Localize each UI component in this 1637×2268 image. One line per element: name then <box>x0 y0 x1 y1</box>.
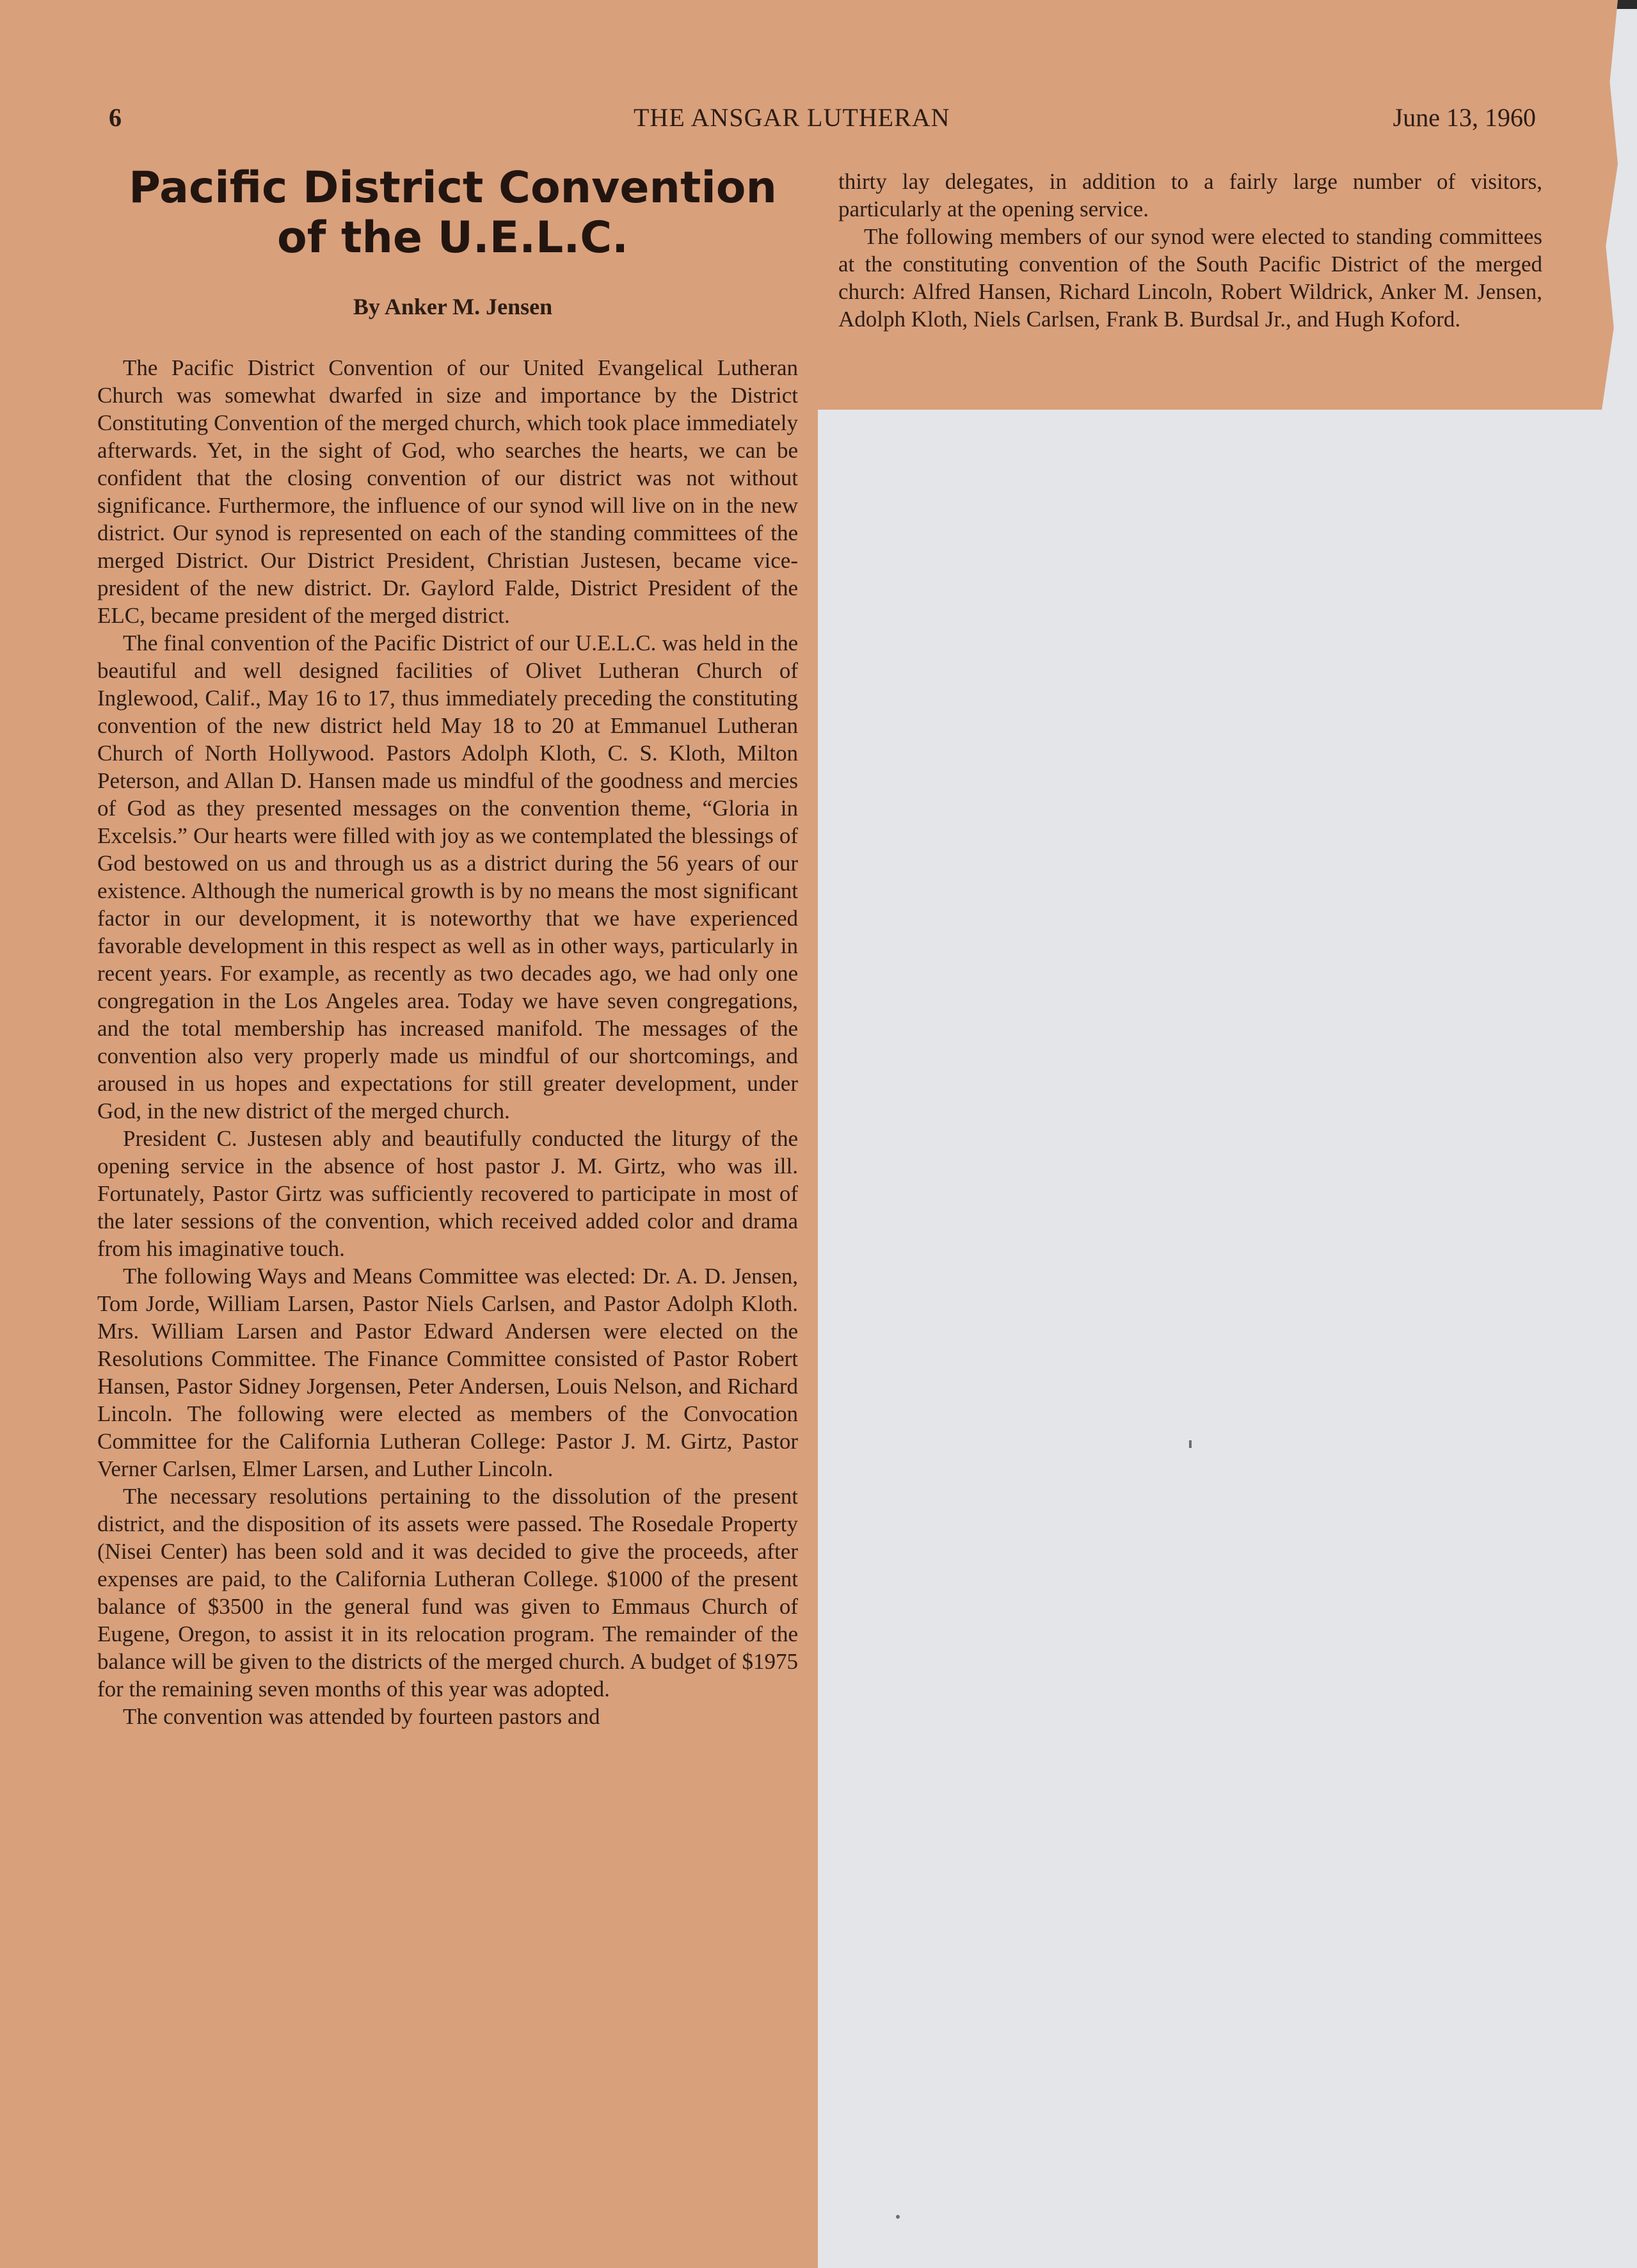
article-byline: By Anker M. Jensen <box>353 294 553 319</box>
article-title-line-2: of the U.E.L.C. <box>277 213 628 263</box>
article-paragraph-1: The Pacific District Convention of our United Evangelical Lutheran Church was somewhat dwarfed in size and importance by the District Constituting Convention of the merged church, which took place immediately afterwards. Yet, in the sight of God, who searches the hearts, we can be confident that the closing convention of our district was not without significance. Furthermore, the influence of our synod will live on in the new district. Our synod is represented on each of the standing committees of the merged District. Our District President, Christian Justesen, became vice-president of the new district. Dr. Gaylord Falde, District President of the ELC, became president of the merged district. <box>97 355 798 628</box>
article-paragraph-4: The following Ways and Means Committee was elected: Dr. A. D. Jensen, Tom Jorde, William Larsen, Pastor Niels Carlsen, and Pastor Adolph Kloth. Mrs. William Larsen and Pastor Edward Andersen were elected on the Resolutions Committee. The Finance Committee consisted of Pastor Robert Hansen, Pastor Sidney Jorgensen, Peter Andersen, Louis Nelson, and Richard Lincoln. The following were elected as members of the Convocation Committee for the California Lutheran College: Pastor J. M. Girtz, Pastor Verner Carlsen, Elmer Larsen, and Luther Lincoln. <box>97 1264 798 1481</box>
article-continuation-1: thirty lay delegates, in addition to a fairly large number of visitors, particularly at the opening service. <box>838 169 1542 221</box>
article-paragraph-5: The necessary resolutions pertaining to the dissolution of the present district, and the disposition of its assets were passed. The Rosedale Property (Nisei Center) has been sold and it was decided to give the proceeds, after expenses are paid, to the California Lutheran College. $1000 of the present balance of $3500 in the general fund was given to Emmaus Church of Eugene, Oregon, to assist it in its relocation program. The remainder of the balance will be given to the districts of the merged church. A budget of $1975 for the remaining seven months of this year was adopted. <box>97 1484 798 1701</box>
article-title <box>96 163 810 263</box>
article-title-line-1: Pacific District Convention <box>129 163 777 213</box>
article-body-right-column <box>838 168 1542 333</box>
scan-speck <box>896 2215 900 2219</box>
issue-date: June 13, 1960 <box>1393 103 1536 132</box>
article-continuation-2: The following members of our synod were elected to standing committees at the constituting convention of the South Pacific District of the merged church: Alfred Hansen, Richard Lincoln, Robert Wildrick, Anker M. Jensen, Adolph Kloth, Niels Carlsen, Frank B. Burdsal Jr., and Hugh Koford. <box>838 224 1542 332</box>
article-paragraph-3: President C. Justesen ably and beautifully conducted the liturgy of the opening service in the absence of host pastor J. M. Girtz, who was ill. Fortunately, Pastor Girtz was sufficiently recovered to participate in most of the later sessions of the convention, which received added color and drama from his imaginative touch. <box>97 1126 798 1261</box>
page-header <box>109 102 1536 141</box>
article-paragraph-6: The convention was attended by fourteen pastors and <box>123 1704 600 1729</box>
article-paragraph-2: The final convention of the Pacific District of our U.E.L.C. was held in the beautiful and well designed facilities of Olivet Lutheran Church of Inglewood, Calif., May 16 to 17, thus immediately preceding the constituting convention of the new district held May 18 to 20 at Emmanuel Lutheran Church of North Hollywood. Pastors Adolph Kloth, C. S. Kloth, Milton Peterson, and Allan D. Hansen made us mindful of the goodness and mercies of God as they presented messages on the convention theme, “Gloria in Excelsis.” Our hearts were filled with joy as we contemplated the blessings of God bestowed on us and through us as a district during the 56 years of our existence. Although the numerical growth is by no means the most significant factor in our development, it is noteworthy that we have experienced favorable development in this respect as well as in other ways, particularly in recent years. For example, as recently as two decades ago, we had only one congregation in the Los Angeles area. Today we have seven congregations, and the total membership has increased manifold. The messages of the convention also very properly made us mindful of our shortcomings, and aroused in us hopes and expectations for still greater development, under God, in the new district of the merged church. <box>97 631 798 1123</box>
page-number: 6 <box>109 103 122 132</box>
publication-name: THE ANSGAR LUTHERAN <box>634 103 950 132</box>
article-body-left-column <box>97 354 798 1730</box>
scan-speck <box>1189 1440 1192 1448</box>
